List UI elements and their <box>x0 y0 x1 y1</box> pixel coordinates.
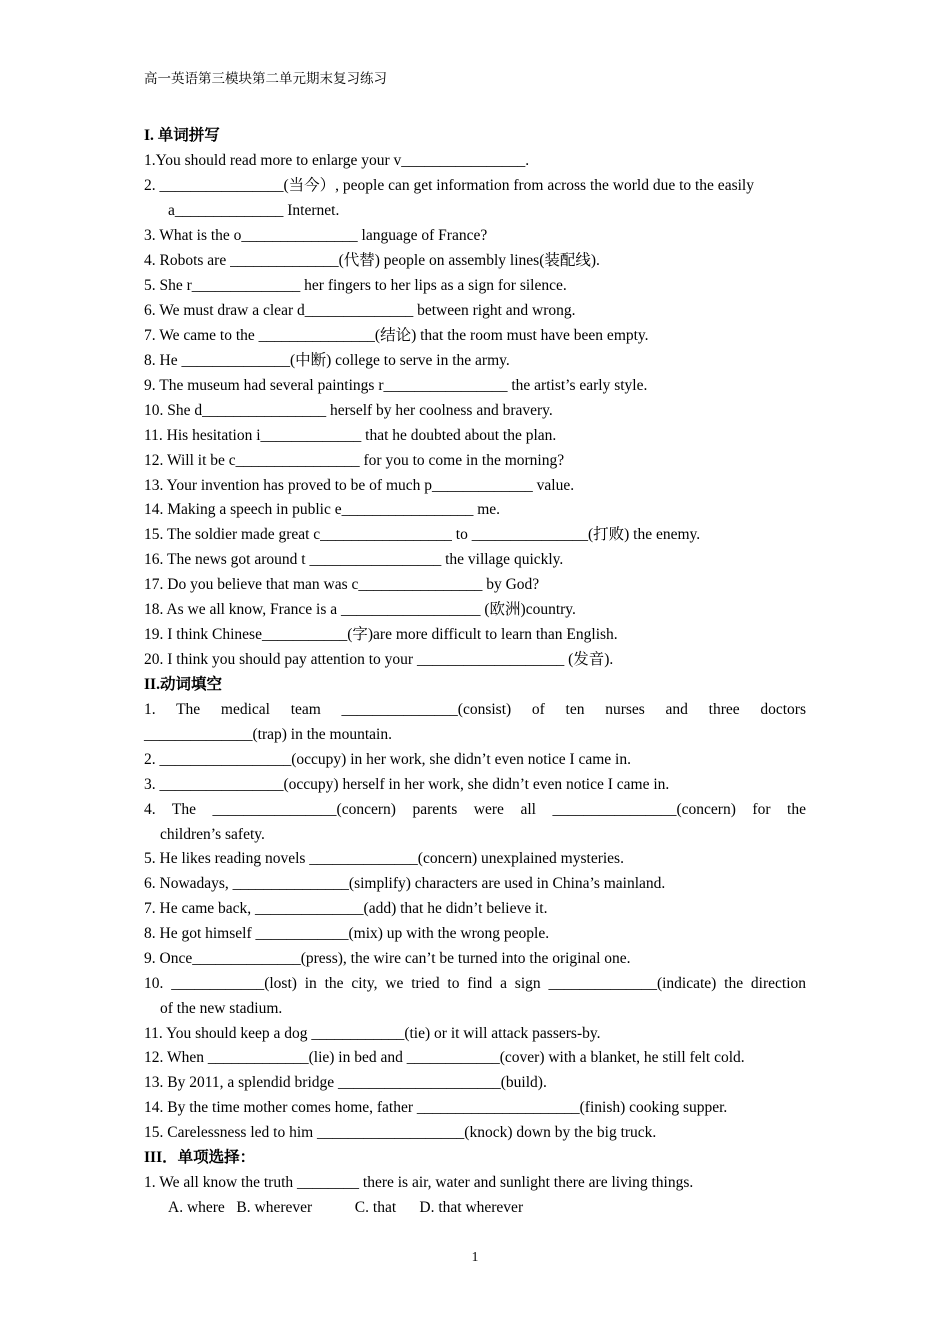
exercise-line: 12. When _____________(lie) in bed and ____________(cover) with a blanket, he still felt cold. <box>144 1049 745 1066</box>
exercise-line: 14. By the time mother comes home, father _____________________(finish) cooking supper. <box>144 1099 728 1116</box>
page-number: 1 <box>471 1249 479 1264</box>
section-1-heading: I. 单词拼写 <box>144 127 220 144</box>
exercise-line: 6. We must draw a clear d______________ between right and wrong. <box>144 302 576 319</box>
exercise-line: 16. The news got around t _________________ the village quickly. <box>144 551 564 568</box>
exercise-line: 1. The medical team _______________(consist) of ten nurses and three doctors <box>144 701 806 718</box>
exercise-line: 10. She d________________ herself by her coolness and bravery. <box>144 402 553 419</box>
exercise-line: 4. Robots are ______________(代替) people on assembly lines(装配线). <box>144 252 600 269</box>
exercise-line: 7. He came back, ______________(add) that he didn’t believe it. <box>144 900 548 917</box>
exercise-line: 19. I think Chinese___________(字)are more difficult to learn than English. <box>144 626 618 643</box>
exercise-line: 5. He likes reading novels ______________(concern) unexplained mysteries. <box>144 850 624 867</box>
exercise-line: 8. He ______________(中断) college to serve in the army. <box>144 352 510 369</box>
exercise-line-continuation: a______________ Internet. <box>168 202 340 219</box>
exercise-line: 13. By 2011, a splendid bridge _____________________(build). <box>144 1074 547 1091</box>
exercise-line: 4. The ________________(concern) parents were all ________________(concern) for the <box>144 801 806 818</box>
exercise-line: 20. I think you should pay attention to your ___________________ (发音). <box>144 651 614 668</box>
exercise-line-continuation: children’s safety. <box>160 826 265 843</box>
exercise-line: 2. _________________(occupy) in her work, she didn’t even notice I came in. <box>144 751 631 768</box>
exercise-line: 6. Nowadays, _______________(simplify) characters are used in China’s mainland. <box>144 875 666 892</box>
exercise-line: 15. Carelessness led to him ___________________(knock) down by the big truck. <box>144 1124 657 1141</box>
exercise-line: 14. Making a speech in public e_________________ me. <box>144 501 501 518</box>
exercise-line: 8. He got himself ____________(mix) up with the wrong people. <box>144 925 550 942</box>
page-header: 高一英语第三模块第二单元期末复习练习 <box>144 71 387 86</box>
exercise-line: 13. Your invention has proved to be of much p_____________ value. <box>144 477 575 494</box>
exercise-line: 12. Will it be c________________ for you to come in the morning? <box>144 452 565 469</box>
exercise-line: 10. ____________(lost) in the city, we tried to find a sign ______________(indicate) the direction <box>144 975 806 992</box>
exercise-line: 2. ________________(当今）, people can get information from across the world due to the easily <box>144 177 754 194</box>
exercise-line: 3. What is the o_______________ language of France? <box>144 227 488 244</box>
exercise-line: 9. The museum had several paintings r________________ the artist’s early style. <box>144 377 648 394</box>
exercise-line: 1.You should read more to enlarge your v________________. <box>144 152 530 169</box>
exercise-line-continuation: of the new stadium. <box>160 1000 283 1017</box>
exercise-line: 3. ________________(occupy) herself in her work, she didn’t even notice I came in. <box>144 776 670 793</box>
exercise-line-continuation: ______________(trap) in the mountain. <box>144 726 392 743</box>
section-2-heading: II.动词填空 <box>144 676 222 693</box>
answer-options: A. where B. wherever C. that D. that wherever <box>168 1199 524 1216</box>
exercise-line: 17. Do you believe that man was c________________ by God? <box>144 576 540 593</box>
section-3-heading: III．单项选择： <box>144 1149 256 1166</box>
exercise-line: 11. His hesitation i_____________ that he doubted about the plan. <box>144 427 557 444</box>
exercise-line: 18. As we all know, France is a __________________ (欧洲)country. <box>144 601 576 618</box>
exercise-line: 15. The soldier made great c_________________ to _______________(打败) the enemy. <box>144 526 701 543</box>
exercise-line: 11. You should keep a dog ____________(tie) or it will attack passers-by. <box>144 1025 601 1042</box>
exercise-line: 5. She r______________ her fingers to her lips as a sign for silence. <box>144 277 567 294</box>
exercise-line: 9. Once______________(press), the wire can’t be turned into the original one. <box>144 950 631 967</box>
exercise-line: 1. We all know the truth ________ there is air, water and sunlight there are living things. <box>144 1174 694 1191</box>
exercise-line: 7. We came to the _______________(结论) that the room must have been empty. <box>144 327 649 344</box>
